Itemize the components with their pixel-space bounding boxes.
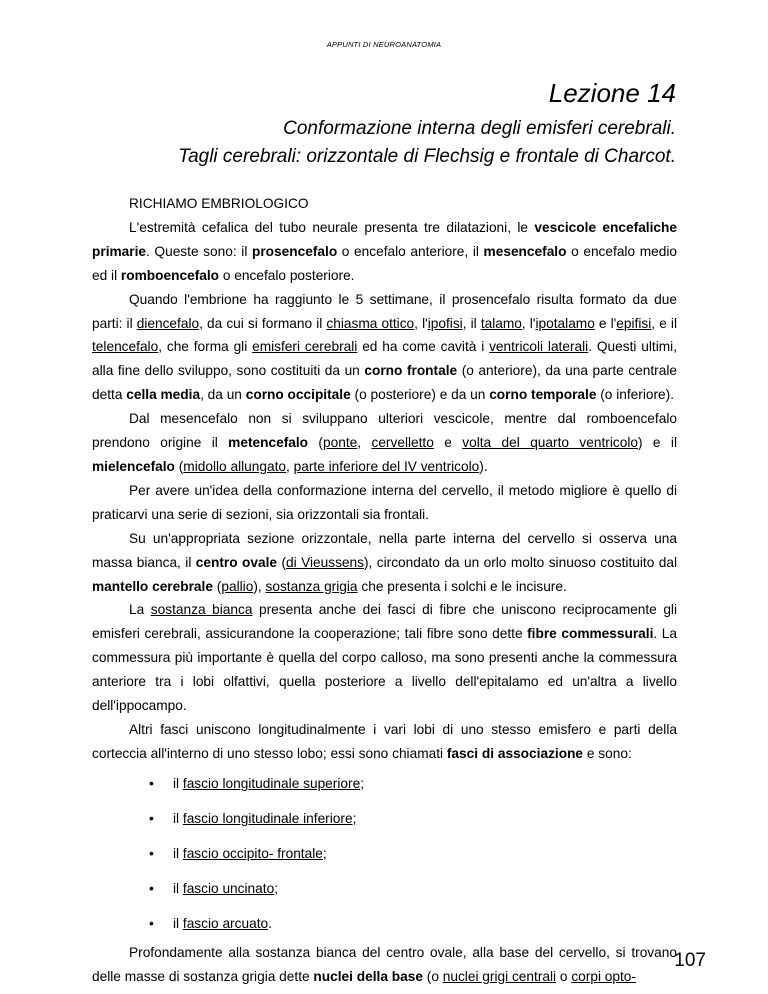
paragraph-5: Su un'appropriata sezione orizzontale, nella parte interna del cervello si osserva una massa bianca, il centro ovale (di Vieussens), circondato da un orlo molto sinuoso costituito dal mantello cerebrale (pallio), sostanza grigia che presenta i solchi e le incisure.	[92, 530, 677, 594]
paragraph-8: Profondamente alla sostanza bianca del centro ovale, alla base del cervello, si trovano delle masse di sostanza grigia dette nuclei della base (o nuclei grigi centrali o corpi opto-	[92, 944, 677, 984]
body-text	[92, 192, 677, 989]
page-number: 107	[674, 950, 706, 971]
lesson-subtitle-1: Conformazione interna degli emisferi cerebrali.	[283, 118, 676, 139]
paragraph-4: Per avere un'idea della conformazione interna del cervello, il metodo migliore è quello di praticarvi una serie di sezioni, sia orizzontali sia frontali.	[92, 482, 677, 522]
association-fasciculi-list	[92, 766, 677, 941]
lesson-title: Lezione 14	[548, 78, 676, 108]
paragraph-6: La sostanza bianca presenta anche dei fasci di fibre che uniscono reciprocamente gli emisferi cerebrali, assicurandone la cooperazione; tali fibre sono dette fibre commessurali. La commessura più importante è quella del corpo calloso, ma sono presenti anche la commessura anteriore tra i lobi olfattivi, quella posteriore a livello dell'epitalamo ed un'altra a livello dell'ippocampo.	[92, 602, 678, 714]
list-item: • il fascio longitudinale superiore;	[92, 766, 677, 801]
list-item: • il fascio arcuato.	[92, 906, 677, 941]
list-item: • il fascio longitudinale inferiore;	[92, 801, 677, 836]
list-item: • il fascio uncinato;	[92, 871, 677, 906]
paragraph-2: Quando l'embrione ha raggiunto le 5 settimane, il prosencefalo risulta formato da due parti: il diencefalo, da cui si formano il chiasma ottico, l'ipofisi, il talamo, l'ipotalamo e l'epifisi, e il telencefalo, che forma gli emisferi cerebrali ed ha come cavità i ventricoli laterali. Questi ultimi, alla fine dello sviluppo, sono costituiti da un corno frontale (o anteriore), da una parte centrale detta cella media, da un corno occipitale (o posteriore) e da un corno temporale (o inferiore).	[92, 291, 678, 403]
running-header: APPUNTI DI NEUROANATOMIA	[326, 40, 442, 49]
list-item: • il fascio occipito- frontale;	[92, 836, 677, 871]
lesson-subtitle-2: Tagli cerebrali: orizzontale di Flechsig e frontale di Charcot.	[178, 146, 676, 167]
section-heading: RICHIAMO EMBRIOLOGICO	[129, 196, 309, 211]
paragraph-7: Altri fasci uniscono longitudinalmente i vari lobi di uno stesso emisfero e parti della corteccia all'interno di uno stesso lobo; essi sono chiamati fasci di associazione e sono:	[92, 721, 677, 761]
paragraph-1: L'estremità cefalica del tubo neurale presenta tre dilatazioni, le vescicole encefaliche primarie. Queste sono: il prosencefalo o encefalo anteriore, il mesencefalo o encefalo medio ed il romboencefalo o encefalo posteriore.	[92, 219, 677, 283]
paragraph-3: Dal mesencefalo non si sviluppano ulteriori vescicole, mentre dal romboencefalo prendono origine il metencefalo (ponte, cervelletto e volta del quarto ventricolo) e il mielencefalo (midollo allungato, parte inferiore del IV ventricolo).	[92, 411, 678, 474]
